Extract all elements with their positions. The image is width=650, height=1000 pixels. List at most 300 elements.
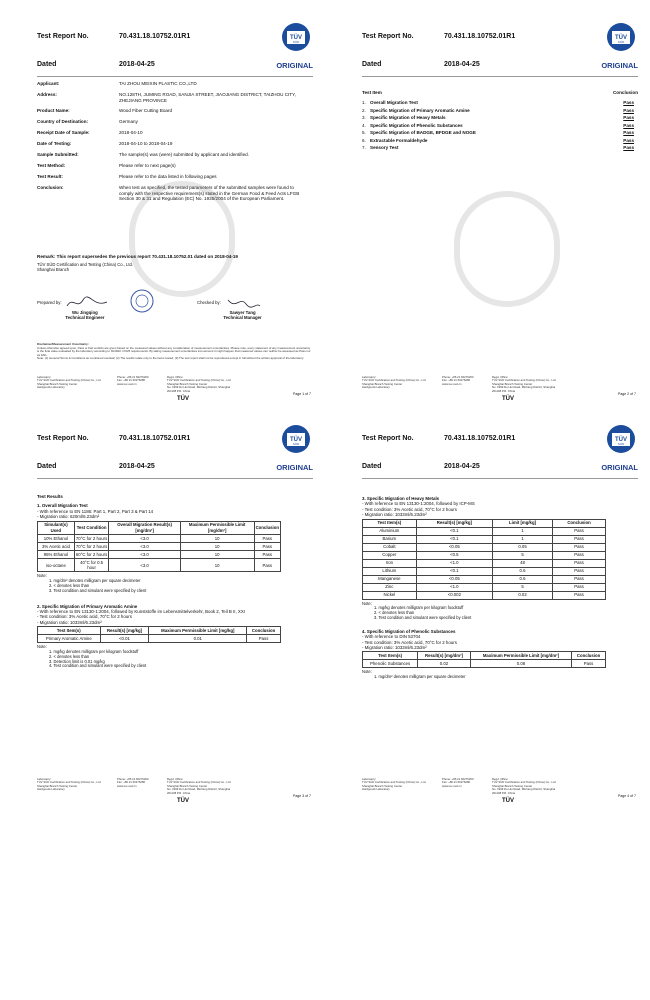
test-item-number: 6. xyxy=(362,137,366,143)
table-row xyxy=(363,535,606,543)
cert-line-2: Shanghai Branch xyxy=(37,267,70,273)
certification-entity xyxy=(37,262,133,273)
heavy-metals-table xyxy=(362,519,606,600)
table-header-row xyxy=(38,521,281,534)
tuv-logo-icon xyxy=(281,424,311,454)
field-value: Wood Fiber Cutting Board xyxy=(119,108,173,113)
table-cell: <3.0 xyxy=(109,551,181,559)
test-item-conclusion: Pass xyxy=(623,115,634,120)
svg-text:TÜV: TÜV xyxy=(615,437,627,443)
test-results-title: Test Results xyxy=(37,494,63,499)
signature-icon xyxy=(63,296,113,310)
table-row xyxy=(38,635,281,643)
report-number-label: Test Report No. xyxy=(362,435,414,442)
footer-line: No. 1999 Du Hui Road, Minhang District, Shanghai xyxy=(492,385,556,390)
field-row xyxy=(37,139,313,150)
page-number: Page 3 of 7 xyxy=(293,794,311,798)
conclusion-label: Conclusion xyxy=(612,90,638,95)
footer-line: Hardgoods Laboratory xyxy=(362,385,390,390)
checker-name: Sawyer Tang xyxy=(229,310,256,315)
report-page-1 xyxy=(7,4,321,402)
field-value: Please refer to next page(s) xyxy=(119,163,176,168)
table-cell: Pass xyxy=(553,543,606,551)
footer-column xyxy=(362,376,426,390)
table-cell: Iron xyxy=(363,559,417,567)
footer-line: TÜV SÜD Certification and Testing (China) Co., Ltd. xyxy=(362,378,427,383)
test-item-row xyxy=(362,123,638,131)
note-line: 1. mg/dm² denotes milligram per square decimeter xyxy=(49,578,141,584)
footer-line: Regd. Office: xyxy=(167,375,184,379)
table-cell: Pass xyxy=(254,559,280,572)
footer-column xyxy=(362,778,426,792)
test-item-name: Extractable Formaldehyde xyxy=(370,137,428,143)
s1-reference: - With reference to EN 1186: Part 1, Part 2, Part 3 & Part 14 xyxy=(37,508,154,514)
note-line: 1. mg/kg denotes milligram per kilogram foodstuff xyxy=(374,605,464,611)
svg-text:SÜD: SÜD xyxy=(617,40,625,44)
test-item-conclusion: Pass xyxy=(623,145,634,150)
column-header: Conclusion xyxy=(553,519,606,527)
table-cell: Pass xyxy=(553,591,606,599)
column-header: Overall Migration Result(s) [mg/dm²] xyxy=(109,521,181,534)
test-item-conclusion: Pass xyxy=(623,122,634,128)
s3-condition: - Test condition: 3% Acetic acid, 70°C for 2 hours xyxy=(362,506,457,512)
test-item-label: Test Item xyxy=(362,90,382,95)
svg-text:TÜV: TÜV xyxy=(290,35,302,41)
column-header: Limit [mg/kg] xyxy=(493,519,553,527)
footer-column xyxy=(167,778,231,795)
prepared-by-label: Prepared by: xyxy=(37,300,62,306)
note-line: 1. mg/dm² denotes milligram per square decimeter xyxy=(374,674,466,680)
table-cell: 10 xyxy=(180,535,254,543)
table-cell: 10 xyxy=(180,559,254,572)
table-cell: 70°C for 2 hours xyxy=(75,543,108,549)
page-header xyxy=(362,424,638,484)
preparer-name: Wu Jingqing xyxy=(72,310,98,315)
note-line: 3. Test condition and simulant were specified by client xyxy=(49,587,147,593)
table-cell: Pass xyxy=(254,543,280,551)
column-header: Result(s) [mg/dm²] xyxy=(418,652,470,660)
aromatic-amine-table xyxy=(37,626,281,643)
header-divider xyxy=(37,478,313,479)
checked-by xyxy=(197,296,262,320)
footer-line: www.tuv-sud.cn xyxy=(117,381,137,386)
table-cell: <0.5 xyxy=(416,551,492,559)
table-cell: 3% Acetic acid xyxy=(38,543,75,551)
table-cell: 10% Ethanol xyxy=(38,535,75,543)
disclaimer-text: Unless otherwise agreed upon, Pass or Fail verdicts are given based on the measured values without any consideration of measurement uncertainties. Please note, every statement of any measurement uncertainty is the final value evaluated by the laboratory according to ISO/IEC 17025 requirements. By taking measurement uncertainties into account it might happen that measured values can neither be assessed as Pass nor as FAIL. xyxy=(37,345,311,357)
test-item-row xyxy=(362,108,638,116)
report-page-4 xyxy=(332,406,646,804)
checked-by-label: Checked by: xyxy=(197,300,221,306)
field-value: Germany xyxy=(119,119,138,124)
table-row xyxy=(363,543,606,551)
column-header: Test Item(s) xyxy=(363,519,417,527)
footer-line: Regd. Office: xyxy=(492,375,509,379)
report-page-3 xyxy=(7,406,321,804)
field-row xyxy=(37,90,313,106)
footer-line: Laboratory: xyxy=(362,375,377,379)
note-line: Note: xyxy=(37,644,47,650)
table-cell: Cobalt xyxy=(363,543,417,551)
svg-text:SÜD: SÜD xyxy=(617,442,625,446)
table-cell: 1 xyxy=(493,535,553,543)
disclaimer-title: Disclaimer/Measurement Uncertainty: xyxy=(37,342,89,346)
footer-line: Fax: +86 21 60276280 xyxy=(442,780,471,785)
footer-line: Phone: +86 21 60276200 xyxy=(117,777,149,781)
table-cell: 0.6 xyxy=(493,567,553,575)
note-line: 2. < denotes less than xyxy=(49,653,90,659)
table-cell: Zinc xyxy=(363,583,417,591)
footer-column xyxy=(117,376,149,386)
test-item-conclusion: Pass xyxy=(623,130,634,135)
s3-reference: - With reference to EN 13130-1:2004, followed by ICP-MS xyxy=(362,501,475,507)
test-item-row xyxy=(362,145,638,153)
table-cell: Aluminium xyxy=(363,527,417,535)
test-item-summary xyxy=(362,90,638,153)
table-row xyxy=(38,551,281,559)
test-item-number: 5. xyxy=(362,130,366,135)
field-value: Please refer to the data listed in following pages xyxy=(119,174,217,179)
field-row xyxy=(37,128,313,139)
field-label: Test Method: xyxy=(37,163,66,168)
test-item-number: 2. xyxy=(362,107,366,113)
table-cell: 0.6 xyxy=(493,575,553,583)
test-item-conclusion: Pass xyxy=(623,100,634,105)
table-row xyxy=(38,559,281,572)
footer-line: Fax: +86 21 60276280 xyxy=(117,378,146,383)
table-cell: <3.0 xyxy=(109,535,181,543)
field-label: Address: xyxy=(37,92,57,97)
test-item-conclusion: Pass xyxy=(623,107,634,113)
table-cell: Pass xyxy=(553,559,606,567)
phenolic-table xyxy=(362,651,606,668)
table-row xyxy=(363,660,606,668)
table-cell: 5 xyxy=(493,551,553,559)
tuv-watermark-icon xyxy=(127,174,237,304)
footer-line: Phone: +86 21 60276200 xyxy=(442,375,474,379)
footer-line: Shanghai Branch Testing Center xyxy=(167,381,208,386)
report-date: 2018-04-25 xyxy=(119,463,155,470)
table-cell: 48 xyxy=(493,559,553,567)
page-header xyxy=(37,22,313,82)
footer-line: TÜV SÜD Certification and Testing (China) Co., Ltd. xyxy=(167,780,232,785)
test-item-name: Specific Migration of Phenolic Substances xyxy=(370,122,463,128)
field-value: When test as specified, the tested parameters of the submitted samples were found to comply with the respective requirement(s) stated in the German Food & Feed Acts LFGB Section 30 & 31 and Regulation (EC) No. 1935/2004 of the European Parliament. xyxy=(119,185,300,201)
svg-text:SÜD: SÜD xyxy=(292,442,300,446)
table-cell: 0.08 xyxy=(470,660,571,668)
table-cell: Lithium xyxy=(363,567,417,575)
footer-line: Phone: +86 21 60276200 xyxy=(442,777,474,781)
column-header: Simulant(s) Used xyxy=(38,521,75,534)
footer-line: Shanghai Branch Testing Center xyxy=(492,783,533,788)
table-cell: Pass xyxy=(553,575,606,583)
table-cell: Primary Aromatic Amine xyxy=(38,635,101,643)
footer-column xyxy=(492,376,556,393)
report-number: 70.431.18.10752.01R1 xyxy=(444,435,516,442)
footer-line: Phone: +86 21 60276200 xyxy=(117,375,149,379)
tuv-logo-icon xyxy=(606,424,636,454)
note-line: 3. Test condition and simulant were specified by client xyxy=(374,615,472,621)
footer-column xyxy=(37,778,101,792)
table-row xyxy=(363,583,606,591)
field-value: TAI ZHOU MEIXIN PLASTIC CO.,LTD xyxy=(119,81,197,86)
footer-line: Shanghai Branch Testing Center xyxy=(37,381,78,386)
page-header xyxy=(37,424,313,484)
field-row xyxy=(37,161,313,172)
s2-notes xyxy=(37,645,281,669)
footer-line: TÜV SÜD Certification and Testing (China) Co., Ltd. xyxy=(492,378,557,383)
note-line: 4. Test condition and simulant were specified by client xyxy=(49,663,147,669)
cert-line-1: TÜV SÜD Certification and Testing (China) Co., Ltd. xyxy=(37,262,134,267)
table-cell: <0.01 xyxy=(100,635,149,643)
column-header: Maximum Permissible Limit [mg/kg] xyxy=(149,627,247,635)
table-cell: Pass xyxy=(553,551,606,559)
s4-title: 4. Specific Migration of Phenolic Substances xyxy=(362,628,456,634)
table-cell: <0.1 xyxy=(416,535,492,543)
footer-column xyxy=(492,778,556,795)
test-item-row xyxy=(362,100,638,108)
footer-line: TÜV SÜD Certification and Testing (China) Co., Ltd. xyxy=(37,378,102,383)
footer-tuv-logo: TÜV xyxy=(177,396,189,402)
field-label: Product Name: xyxy=(37,108,70,113)
test-item-number: 7. xyxy=(362,145,366,150)
original-label: ORIGINAL xyxy=(276,463,313,472)
field-label: Receipt Date of Sample: xyxy=(37,130,90,135)
column-header: Result(s) [mg/kg] xyxy=(100,627,149,635)
disclaimer xyxy=(37,343,313,361)
svg-text:SÜD: SÜD xyxy=(292,40,300,44)
table-cell: 5 xyxy=(493,583,553,591)
table-cell: Phenolic Substances xyxy=(363,660,418,668)
table-cell: Manganese xyxy=(363,575,417,583)
test-results-section xyxy=(362,496,606,680)
preparer-title: Technical Engineer xyxy=(65,315,105,320)
table-cell: 95% Ethanol xyxy=(38,551,75,559)
s3-notes xyxy=(362,602,606,621)
table-cell: <1.0 xyxy=(416,583,492,591)
test-item-row xyxy=(362,115,638,123)
test-item-conclusion: Pass xyxy=(623,137,634,143)
dated-label: Dated xyxy=(37,61,57,68)
footer-line: No. 1999 Du Hui Road, Minhang District, Shanghai xyxy=(167,385,231,390)
footer-line: TÜV SÜD Certification and Testing (China) Co., Ltd. xyxy=(37,780,102,785)
dated-label: Dated xyxy=(362,463,382,470)
footer-line: TÜV SÜD Certification and Testing (China) Co., Ltd. xyxy=(492,780,557,785)
tuv-logo-icon xyxy=(606,22,636,52)
table-row xyxy=(363,567,606,575)
table-cell: 1 xyxy=(493,527,553,535)
table-cell: Pass xyxy=(553,567,606,575)
table-cell: <0.05 xyxy=(416,543,492,551)
checker-title: Technical Manager xyxy=(223,315,262,320)
note-line: 2. < denotes less than xyxy=(49,583,90,589)
s4-ratio: - Migration ratio: 1033ml/6.23dm² xyxy=(362,645,427,651)
table-cell: 10 xyxy=(180,551,254,559)
column-header: Conclusion xyxy=(247,627,281,635)
table-row xyxy=(363,559,606,567)
footer-line: Shanghai Branch Testing Center xyxy=(167,783,208,788)
table-cell: Pass xyxy=(553,583,606,591)
s3-title: 3. Specific Migration of Heavy Metals xyxy=(362,496,440,501)
note-line: 1. mg/kg denotes milligram per kilogram foodstuff xyxy=(49,649,139,655)
s2-reference: - With reference to EN 13130-1:2004, followed by Kunststoffe im Lebensmittelverkehr, Book 2, Teil B II, XXI xyxy=(37,609,246,615)
table-cell: 0.01 xyxy=(149,635,247,643)
table-cell: Pass xyxy=(553,527,606,535)
footer-line: Fax: +86 21 60276280 xyxy=(117,780,146,785)
test-item-name: Specific Migration of Primary Aromatic Amine xyxy=(370,107,470,113)
report-number: 70.431.18.10752.01R1 xyxy=(444,33,516,40)
signature-icon xyxy=(222,296,262,310)
test-item-number: 3. xyxy=(362,115,366,120)
report-number: 70.431.18.10752.01R1 xyxy=(119,435,191,442)
field-label: Country of Destination: xyxy=(37,119,89,124)
footer-line: 201108 P.R. China xyxy=(167,388,191,393)
report-number-label: Test Report No. xyxy=(37,33,89,40)
table-header-row xyxy=(38,627,281,635)
test-item-name: Sensory Test xyxy=(370,145,399,150)
page-number: Page 2 of 7 xyxy=(618,392,636,396)
test-item-row xyxy=(362,138,638,146)
s2-condition: - Test condition: 3% Acetic acid, 70°C for 2 hours xyxy=(37,614,132,620)
stamp-icon xyxy=(129,288,155,314)
footer-line: TÜV SÜD Certification and Testing (China) Co., Ltd. xyxy=(362,780,427,785)
table-cell: <3.0 xyxy=(109,543,181,551)
note-line: 2. < denotes less than xyxy=(374,610,415,616)
s1-notes xyxy=(37,574,281,593)
footer-tuv-logo: TÜV xyxy=(502,798,514,804)
table-cell: <0.1 xyxy=(416,527,492,535)
column-header: Test Item(s) xyxy=(38,627,101,635)
table-cell: Pass xyxy=(553,535,606,543)
footer-line: Laboratory: xyxy=(37,777,52,781)
page-number: Page 4 of 7 xyxy=(618,794,636,798)
table-cell: Pass xyxy=(247,635,281,643)
footer-column xyxy=(167,376,231,393)
report-date: 2018-04-25 xyxy=(444,61,480,68)
column-header: Maximum Permissible Limit [mg/dm²] xyxy=(180,521,254,534)
footer-line: No. 1999 Du Hui Road, Minhang District, Shanghai xyxy=(492,787,556,792)
footer-line: www.tuv-sud.cn xyxy=(442,381,462,386)
footer-line: 201108 P.R. China xyxy=(492,388,516,393)
test-item-number: 4. xyxy=(362,122,366,128)
note-line: 3. Detection limit is 0.01 mg/kg xyxy=(49,658,105,664)
footer-line: Hardgoods Laboratory xyxy=(362,787,390,792)
table-cell: 0.05 xyxy=(493,543,553,551)
field-label: Test Result: xyxy=(37,174,63,179)
table-cell: 60°C for 2 hours xyxy=(75,551,108,557)
s4-condition: - Test condition: 3% Acetic acid, 70°C for 2 hours xyxy=(362,639,457,645)
note-line: Note: xyxy=(37,573,47,579)
field-label: Applicant: xyxy=(37,81,60,86)
test-item-row xyxy=(362,130,638,138)
report-number: 70.431.18.10752.01R1 xyxy=(119,33,191,40)
footer-line: Regd. Office: xyxy=(167,777,184,781)
table-cell: <0.1 xyxy=(416,567,492,575)
column-header: Maximum Permissible Limit [mg/dm²] xyxy=(470,652,571,660)
table-cell: Pass xyxy=(254,535,280,543)
footer-line: www.tuv-sud.cn xyxy=(442,783,462,788)
column-header: Test Condition xyxy=(74,521,108,534)
field-label: Conclusion: xyxy=(37,185,64,190)
footer-line: Regd. Office: xyxy=(492,777,509,781)
note-line: Note: xyxy=(362,600,372,606)
footer-line: Hardgoods Laboratory xyxy=(37,385,65,390)
test-item-number: 1. xyxy=(362,100,366,105)
column-header: Conclusion xyxy=(254,521,280,534)
report-date: 2018-04-25 xyxy=(444,463,480,470)
original-label: ORIGINAL xyxy=(276,61,313,70)
column-header: Test Item(s) xyxy=(363,652,418,660)
original-label: ORIGINAL xyxy=(601,463,638,472)
dated-label: Dated xyxy=(37,463,57,470)
overall-migration-table xyxy=(37,521,281,573)
prepared-by xyxy=(37,296,113,320)
table-row xyxy=(38,543,281,551)
s4-reference: - With reference to DIN 53704 xyxy=(362,634,421,640)
dated-label: Dated xyxy=(362,61,382,68)
test-item-name: Specific Migration of Heavy Metals xyxy=(370,115,446,120)
page-header xyxy=(362,22,638,82)
footer-line: Laboratory: xyxy=(362,777,377,781)
footer-line: 201108 P.R. China xyxy=(167,790,191,795)
table-cell: Nickel xyxy=(363,591,417,599)
report-date: 2018-04-25 xyxy=(119,61,155,68)
table-row xyxy=(38,535,281,543)
table-header-row xyxy=(363,652,606,660)
tuv-logo-icon xyxy=(281,22,311,52)
field-row xyxy=(37,106,313,117)
table-cell: <0.05 xyxy=(416,575,492,583)
field-value: 2018-04-10 xyxy=(119,130,143,135)
test-item-name: Specific Migration of BADGE, BFDGE and NOGE xyxy=(370,130,476,135)
footer-line: Hardgoods Laboratory xyxy=(37,787,65,792)
disclaimer-note: Note: (1) General Terms & Conditions as mentioned overleaf; (2) The results relate only to the items tested; (3) The test report shall not be reproduced except in full without the written approval of the laboratory. xyxy=(37,356,304,360)
s2-ratio: - Migration ratio: 1033ml/6.23dm² xyxy=(37,619,102,625)
s2-title: 2. Specific Migration of Primary Aromatic Amine xyxy=(37,603,138,609)
footer-tuv-logo: TÜV xyxy=(502,396,514,402)
column-header: Conclusion xyxy=(572,652,606,660)
table-cell: iso-octane xyxy=(38,559,75,572)
footer-line: No. 1999 Du Hui Road, Minhang District, Shanghai xyxy=(167,787,231,792)
field-row xyxy=(37,117,313,128)
table-cell: Barium xyxy=(363,535,417,543)
table-cell: 40°C for 0.5 hour xyxy=(74,559,108,572)
table-cell: 0.02 xyxy=(418,660,470,668)
note-line: Note: xyxy=(362,669,372,675)
table-cell: Copper xyxy=(363,551,417,559)
footer-line: Shanghai Branch Testing Center xyxy=(37,783,78,788)
table-cell: 0.02 xyxy=(493,591,553,599)
header-divider xyxy=(37,76,313,77)
test-item-name: Overall Migration Test xyxy=(370,100,418,105)
remark: Remark: This report supersedes the previous report 70.431.18.10752.01 dated on 2018-04-19 xyxy=(37,254,238,259)
footer-line: Shanghai Branch Testing Center xyxy=(362,381,403,386)
svg-text:TÜV: TÜV xyxy=(290,437,302,443)
tuv-watermark-icon xyxy=(452,184,562,314)
footer-line: Shanghai Branch Testing Center xyxy=(492,381,533,386)
field-value: NO.128TH, JUMING ROAD, SANJIA STREET, JIAOJIANG DISTRICT, TAIZHOU CITY, ZHEJIANG PROVINCE xyxy=(119,92,296,103)
field-value: 2018-04-10 to 2018-04-19 xyxy=(119,141,173,146)
column-header: Result(s) [mg/kg] xyxy=(416,519,492,527)
report-page-2 xyxy=(332,4,646,402)
s4-notes xyxy=(362,670,606,680)
footer-column xyxy=(117,778,149,788)
footer-column xyxy=(37,376,101,390)
table-header-row xyxy=(363,519,606,527)
header-divider xyxy=(362,76,638,77)
footer-tuv-logo: TÜV xyxy=(177,798,189,804)
field-value: The sample(s) was (were) submitted by applicant and identified. xyxy=(119,152,249,157)
